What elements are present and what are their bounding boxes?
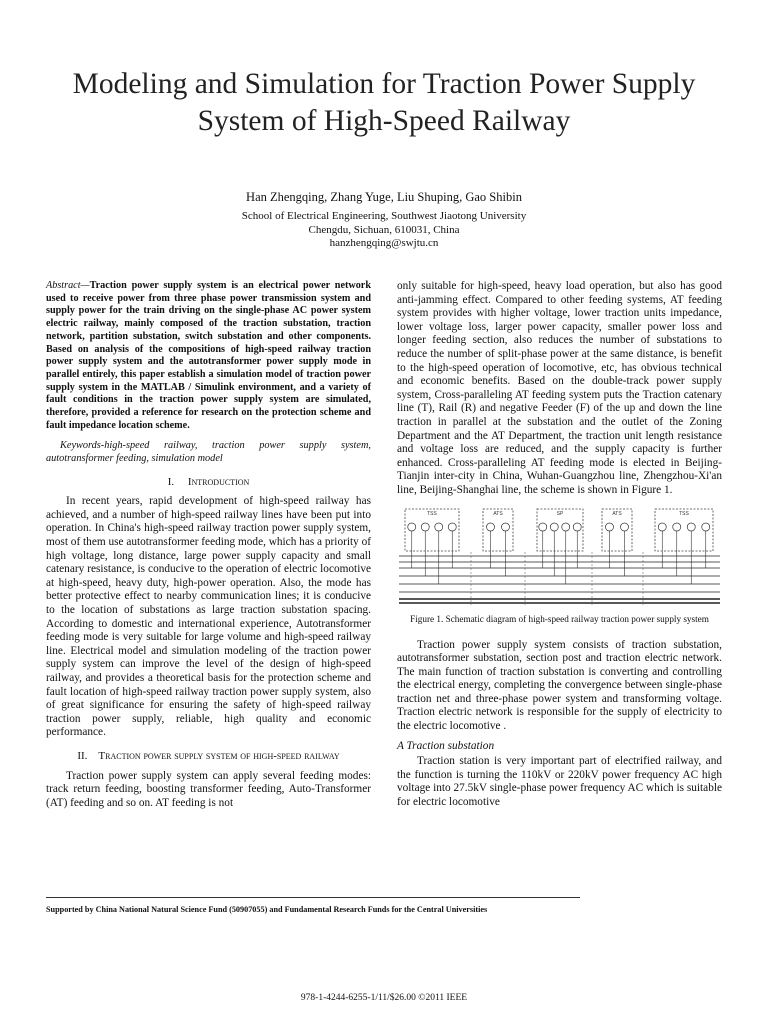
- figure-caption: Figure 1. Schematic diagram of high-speed railway traction power supply system: [410, 613, 709, 624]
- schematic-diagram: [397, 506, 722, 608]
- abstract-text: Traction power supply system is an electrical power network used to receive power from three phase power transmission system and supply power for the train driving on the single-phase AC power system electric railway, mainly composed of the traction substation, traction network, partition substation, switch substation and other components. Based on analysis of the compositions of high-speed railway traction power supply system and the autotransformer power supply mode in parallel entirely, this paper establish a simulation model of traction power supply system in the MATLAB / Simulink environment, and a variety of fault conditions in the traction power supply system are simulated, therefore, provided a reference for research on the protection scheme and fault impedance location scheme.: [46, 280, 371, 431]
- transformer-coil: [502, 523, 510, 531]
- keywords: Keywords-high-speed railway, traction power supply system, autotransformer feeding, simulation model: [46, 440, 371, 465]
- abstract-label: Abstract—: [46, 280, 90, 291]
- footnote-rule: [46, 897, 580, 898]
- section-number: II.: [77, 749, 88, 762]
- transformer-coil: [435, 523, 443, 531]
- subsection-heading: A Traction substation: [397, 739, 495, 752]
- transformer-coil: [606, 523, 614, 531]
- section-heading-traction-system: [46, 750, 371, 764]
- station-label: TSS: [679, 510, 689, 517]
- left-column: [46, 280, 371, 810]
- copyright-line: 978-1-4244-6255-1/11/$26.00 ©2011 IEEE: [300, 993, 468, 1003]
- paper-title: Modeling and Simulation for Traction Power Supply System of High-Speed Railway: [72, 68, 696, 137]
- transformer-coil: [448, 523, 456, 531]
- feeding-paragraph: only suitable for high-speed, heavy load operation, but also has good anti-jamming effect. Compared to other feeding systems, AT feeding system provides with higher voltage, lower traction units impedance, lower voltage loss, larger power capacity, smaller power loss and longer feeding section, also reduces the number of substations to reduce the number of split-phase power at the same distance, is benefit to the high-speed operation of locomotive, etc, has obvious technical and economic benefits. Based on the double-track power supply system, Cross-paralleling AT feeding system puts the Traction catenary line (T), Rail (R) and negative Feeder (F) of the up and down the line traction in parallel at the substation and the outlet of the Zoning Department and the AT Department, the traction unit length resistance and voltage loss are reduced, and the supply capacity is further enhanced. Cross-paralleling AT feeding mode is elected in Beijing-Tianjin inter-city in China, Wuhan-Guangzhou line, Zhengzhou-Xi'an line, Beijing-Shanghai line, the scheme is shown in Figure 1.: [397, 280, 722, 496]
- substation-paragraph: Traction station is very important part of electrified railway, and the function is turning the 110kV or 220kV power frequency AC high voltage into 27.5kV single-phase power frequency AC which is suitable for electric locomotive: [397, 755, 722, 809]
- section-heading-introduction: [46, 476, 371, 490]
- transformer-coil: [621, 523, 629, 531]
- transformer-coil: [673, 523, 681, 531]
- transformer-coil: [702, 523, 710, 531]
- abstract: [46, 280, 371, 432]
- transformer-coil: [539, 523, 547, 531]
- section2-paragraph: Traction power supply system can apply several feeding modes: track return feeding, boosting transformer feeding, Auto-Transformer (AT) feeding and so on. AT feeding is not: [46, 769, 371, 809]
- affiliation-city: Chengdu, Sichuan, 610031, China: [308, 223, 460, 236]
- transformer-coil: [658, 523, 666, 531]
- section-title: Introduction: [187, 475, 250, 488]
- affiliation-school: School of Electrical Engineering, Southwest Jiaotong University: [241, 210, 527, 222]
- right-column: [397, 280, 722, 810]
- station-label: TSS: [427, 510, 437, 517]
- transformer-coil: [550, 523, 558, 531]
- footnote: Supported by China National Natural Science Fund (50907055) and Fundamental Research Funds for the Central Universities: [46, 905, 488, 914]
- station-label: ATS: [493, 510, 503, 517]
- transformer-coil: [487, 523, 495, 531]
- affiliation: [0, 210, 768, 251]
- intro-paragraph: In recent years, rapid development of high-speed railway has achieved, and a number of high-speed railway lines have been put into operation. In China's high-speed railway traction power supply system, most of them use autotransformer feeding mode, which has a priority of high voltage, long distance, large power supply capacity and small catenary resistance, is conducive to the operation of electric locomotive at high-speed, heavy duty, high-power operation. Also, the mode has better protective effect to nearby communication lines; it is conducive to the location of substations as large traction substation spacing. According to domestic and international experience, Autotransformer feeding mode is very suitable for large volume and high-speed railway line. Electrical model and simulation modeling of the traction power supply system can improve the level of the design of high-speed railway, and provides a theoretical basis for the protection scheme and fault location of high-speed railway traction power supply system, also of great significance for ensuring the safety of high-speed railway traction power supply, reliable, high quality and economic performance.: [46, 495, 372, 739]
- transformer-coil: [687, 523, 695, 531]
- affiliation-email: hanzhengqing@swjtu.cn: [329, 237, 439, 249]
- transformer-coil: [562, 523, 570, 531]
- figure-1-schematic: [397, 506, 722, 608]
- section-title: Traction power supply system of high-speed railway: [98, 749, 340, 762]
- system-paragraph: Traction power supply system consists of traction substation, autotransformer substation, section post and traction electric network. The main function of traction substation is converting and controlling the electrical energy, completing the convergence between single-phase traction net and three-phase power system and transforming voltage. Traction electric network is responsible for the supply of electricity to the electric locomotive .: [397, 638, 722, 733]
- transformer-coil: [573, 523, 581, 531]
- author-list: Han Zhengqing, Zhang Yuge, Liu Shuping, Gao Shibin: [246, 190, 522, 204]
- transformer-coil: [421, 523, 429, 531]
- transformer-coil: [408, 523, 416, 531]
- section-number: I.: [167, 475, 175, 488]
- station-label: ATS: [612, 510, 622, 517]
- station-label: SP: [556, 510, 564, 517]
